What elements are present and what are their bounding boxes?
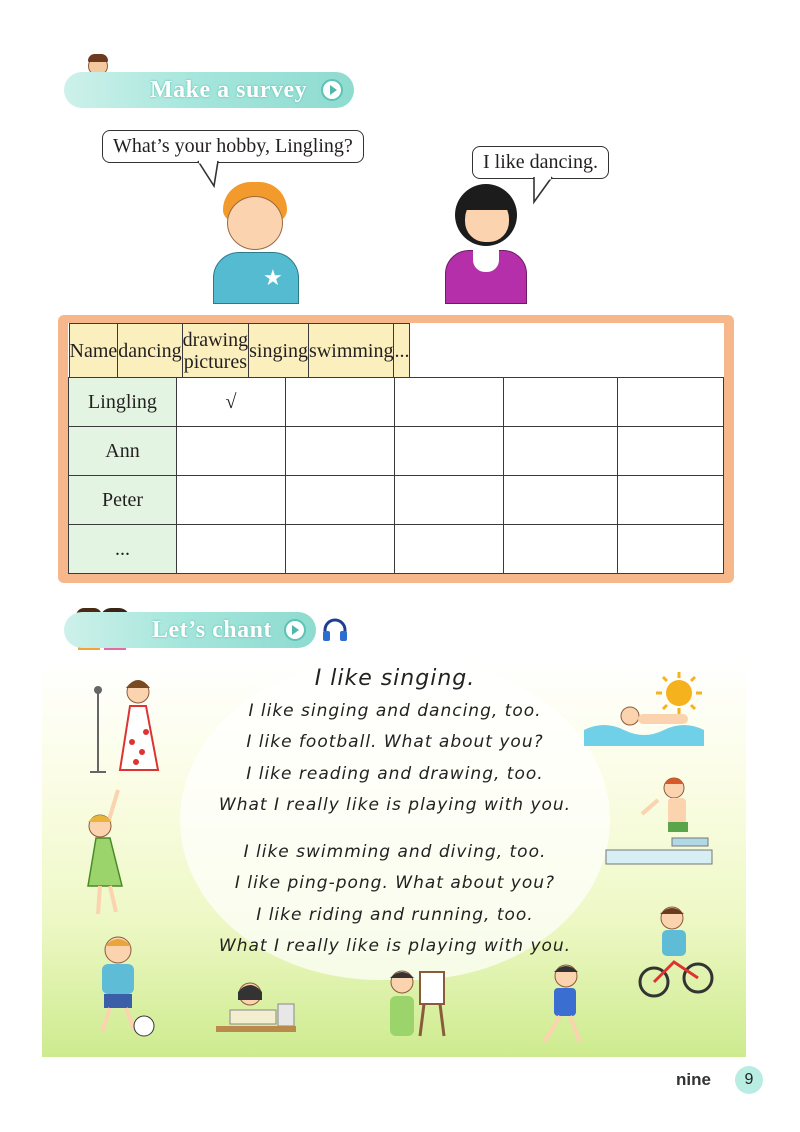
lets-chant-title: Let’s chant <box>152 616 272 643</box>
table-cell[interactable] <box>618 476 724 525</box>
table-cell[interactable] <box>177 476 286 525</box>
speech-bubble-girl <box>472 146 609 179</box>
row-name: ... <box>69 525 177 574</box>
chant-line-3: I like reading and drawing, too. <box>246 764 544 784</box>
lets-chant-banner <box>64 612 316 648</box>
table-cell[interactable] <box>395 476 504 525</box>
row-name: Lingling <box>69 378 177 427</box>
chant-line-5: I like swimming and diving, too. <box>243 842 547 862</box>
speech-bubble-boy-text: What’s your hobby, Lingling? <box>113 135 353 157</box>
table-cell[interactable] <box>395 378 504 427</box>
make-a-survey-banner <box>64 72 354 108</box>
header-swimming: swimming <box>309 324 394 378</box>
chant-title: I like singing. <box>314 666 476 691</box>
row-name: Peter <box>69 476 177 525</box>
drawing-girl-illustration <box>380 966 450 1038</box>
boy-illustration: ★ <box>205 182 305 304</box>
table-cell[interactable]: √ <box>177 378 286 427</box>
table-cell[interactable] <box>395 525 504 574</box>
cycling-boy-illustration <box>636 904 716 1004</box>
table-cell[interactable] <box>618 427 724 476</box>
header-drawing-line2: pictures <box>183 350 247 373</box>
speech-bubble-girl-text: I like dancing. <box>483 151 598 173</box>
singing-girl-illustration <box>80 672 180 782</box>
arrow-right-icon[interactable] <box>321 79 343 101</box>
table-cell[interactable] <box>618 378 724 427</box>
table-cell[interactable] <box>286 476 395 525</box>
table-cell[interactable] <box>177 427 286 476</box>
page-number-badge: 9 <box>735 1066 763 1094</box>
chant-line-6: I like ping-pong. What about you? <box>234 873 556 893</box>
survey-header-row <box>69 323 411 378</box>
chant-line-8: What I really like is playing with you. <box>218 936 572 956</box>
arrow-right-icon[interactable] <box>284 619 306 641</box>
table-cell[interactable] <box>395 427 504 476</box>
swimming-boy-illustration <box>584 700 704 746</box>
header-more: ... <box>394 324 410 378</box>
chant-line-1: I like singing and dancing, too. <box>248 701 542 721</box>
girl-illustration <box>435 182 535 304</box>
header-drawing-pictures <box>182 324 249 378</box>
table-row <box>69 476 724 525</box>
table-row <box>69 525 724 574</box>
page-word: nine <box>676 1070 711 1089</box>
row-name: Ann <box>69 427 177 476</box>
chant-line-2: I like football. What about you? <box>246 732 544 752</box>
header-drawing-line1: drawing <box>182 328 249 351</box>
table-row <box>69 378 724 427</box>
dancing-girl-illustration <box>66 786 146 920</box>
table-row <box>69 427 724 476</box>
soccer-boy-illustration <box>72 934 162 1038</box>
table-cell[interactable] <box>504 427 618 476</box>
reading-girl-illustration <box>210 976 300 1036</box>
chant-line-4: What I really like is playing with you. <box>218 795 572 815</box>
table-cell[interactable] <box>286 427 395 476</box>
header-name: Name <box>69 324 118 378</box>
chant-line-7: I like riding and running, too. <box>256 905 534 925</box>
diving-boy-illustration <box>602 774 722 874</box>
table-cell[interactable] <box>177 525 286 574</box>
table-cell[interactable] <box>504 378 618 427</box>
header-dancing: dancing <box>118 324 182 378</box>
header-singing: singing <box>249 324 309 378</box>
table-cell[interactable] <box>504 525 618 574</box>
make-a-survey-title: Make a survey <box>150 76 308 103</box>
running-boy-illustration <box>524 962 594 1048</box>
table-cell[interactable] <box>618 525 724 574</box>
table-cell[interactable] <box>504 476 618 525</box>
table-cell[interactable] <box>286 525 395 574</box>
table-cell[interactable] <box>286 378 395 427</box>
survey-table <box>68 323 724 574</box>
speech-bubble-boy <box>102 130 364 163</box>
headphones-icon[interactable] <box>322 618 348 642</box>
